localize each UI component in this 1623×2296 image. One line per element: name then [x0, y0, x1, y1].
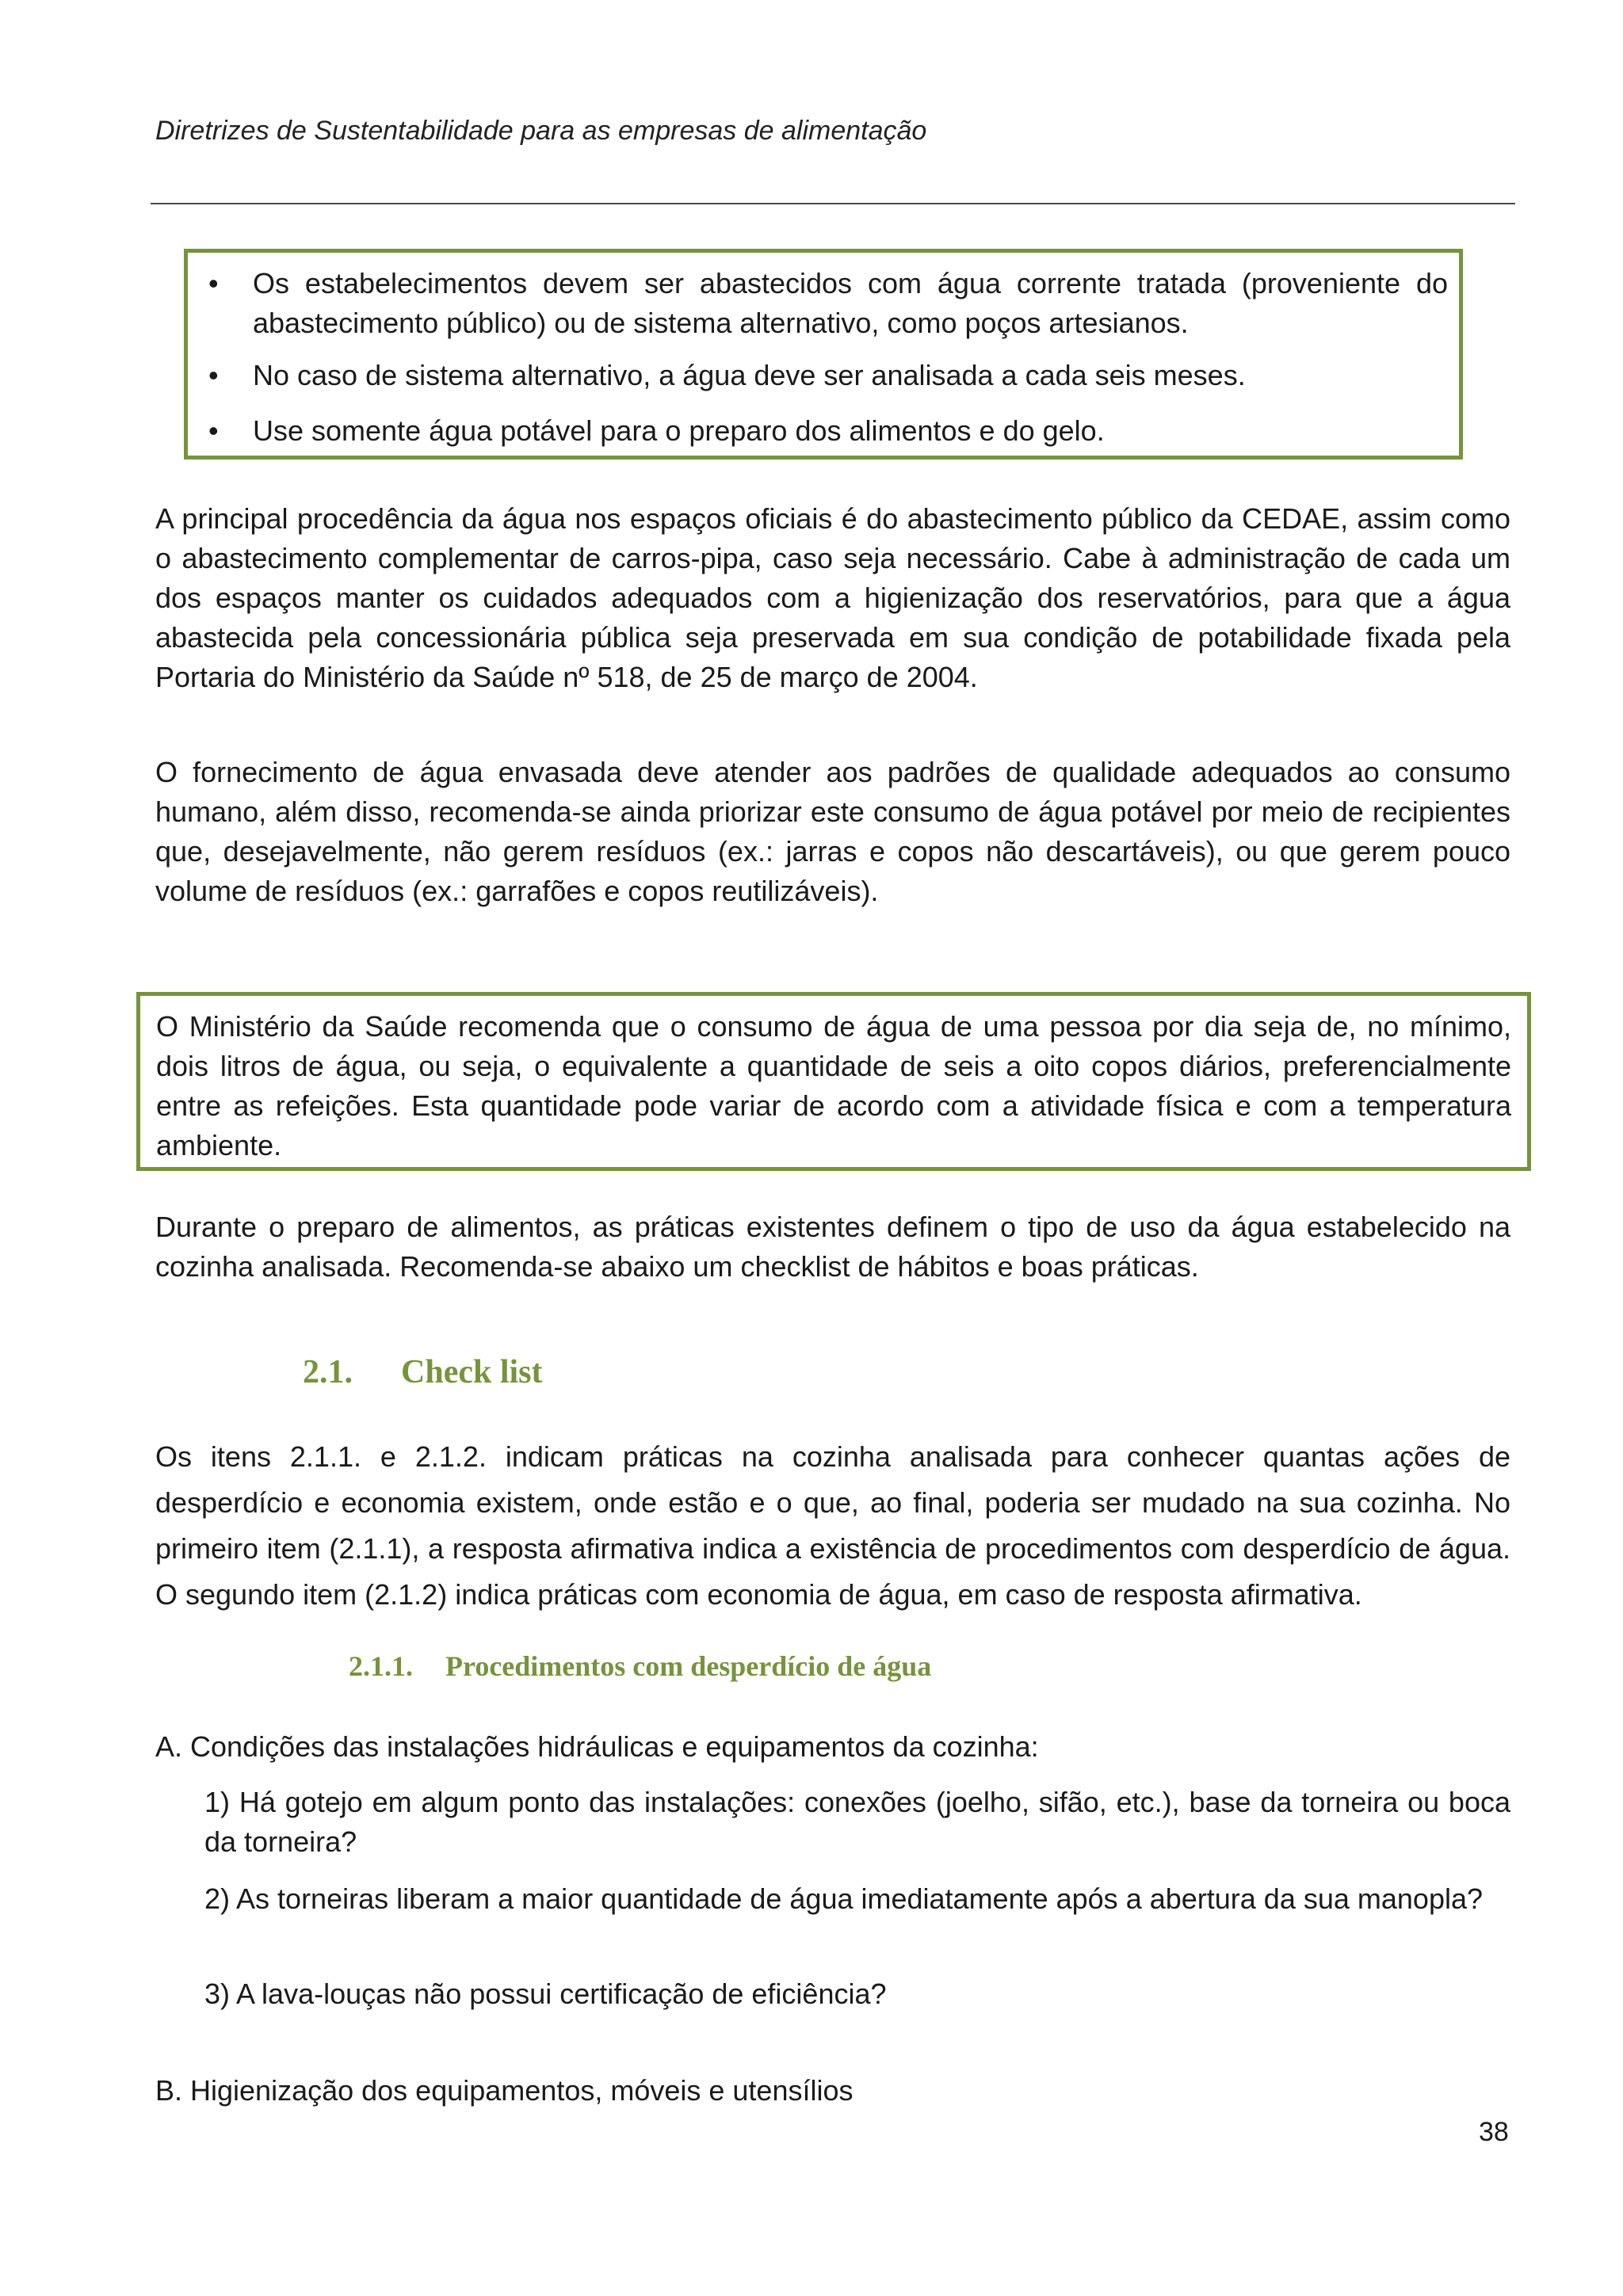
paragraph-water-source: A principal procedência da água nos espaços oficiais é do abastecimento público da CEDAE, assim como o abastecimento complementar de carros-pipa, caso seja necessário. Cabe à administração de cada um dos espaços manter os cuidados adequados com a higienização dos reservatórios, para que a água abastecida pela concessionária pública seja preservada em sua condição de potabilidade fixada pela Portaria do Ministério da Saúde nº 518, de 25 de março de 2004.	[155, 502, 1510, 693]
subsection-title: Procedimentos com desperdício de água	[445, 1650, 932, 1682]
running-header: Diretrizes de Sustentabilidade para as empresas de alimentação	[155, 116, 927, 146]
section-number: 2.1.	[303, 1354, 353, 1390]
bullet-icon: •	[208, 267, 219, 299]
section-heading	[303, 1353, 543, 1391]
header-rule	[151, 203, 1515, 204]
list-item: • Use somente água potável para o preparo dos alimentos e do gelo.	[188, 411, 1448, 451]
paragraph-food-prep: Durante o preparo de alimentos, as práticas existentes definem o tipo de uso da água estabelecido na cozinha analisada. Recomenda-se abaixo um checklist de hábitos e boas práticas.	[155, 1211, 1510, 1283]
bullet-icon: •	[208, 359, 219, 391]
page-number: 38	[1479, 2117, 1509, 2147]
health-recommendation-text: O Ministério da Saúde recomenda que o consumo de água de uma pessoa por dia seja de, no mínimo, dois litros de água, ou seja, o equivalente a quantidade de seis a oito copos diários, preferencialmente entre as refeições. Esta quantidade pode variar de acordo com a atividade física e com a temperatura ambiente.	[156, 1010, 1511, 1161]
paragraph-checklist-intro: Os itens 2.1.1. e 2.1.2. indicam práticas na cozinha analisada para conhecer quantas ações de desperdício e economia existem, onde estão e o que, ao final, poderia ser mudado na sua cozinha. No primeiro item (2.1.1), a resposta afirmativa indica a existência de procedimentos com desperdício de água. O segundo item (2.1.2) indica práticas com economia de água, em caso de resposta afirmativa.	[155, 1440, 1510, 1611]
bullet-icon: •	[208, 414, 219, 447]
health-recommendation-box	[136, 992, 1531, 1171]
list-item: • No caso de sistema alternativo, a água deve ser analisada a cada seis meses.	[188, 356, 1448, 395]
group-b-title: B. Higienização dos equipamentos, móveis e utensílios	[155, 2074, 854, 2107]
checklist-question: 1) Há gotejo em algum ponto das instalações: conexões (joelho, sifão, etc.), base da torneira ou boca da torneira?	[204, 1786, 1510, 1858]
section-title: Check list	[401, 1354, 543, 1390]
checklist-question: 3) A lava-louças não possui certificação de eficiência?	[204, 1978, 887, 2010]
requirements-box	[184, 249, 1463, 460]
subsection-heading	[349, 1650, 931, 1683]
list-item: • Os estabelecimentos devem ser abastecidos com água corrente tratada (proveniente do abastecimento público) ou de sistema alternativo, como poços artesianos.	[188, 264, 1448, 343]
subsection-number: 2.1.1.	[349, 1650, 413, 1682]
group-a-title: A. Condições das instalações hidráulicas e equipamentos da cozinha:	[155, 1730, 1039, 1763]
paragraph-bottled-water: O fornecimento de água envasada deve atender aos padrões de qualidade adequados ao consumo humano, além disso, recomenda-se ainda priorizar este consumo de água potável por meio de recipientes que, desejavelmente, não gerem resíduos (ex.: jarras e copos não descartáveis), ou que gerem pouco volume de resíduos (ex.: garrafões e copos reutilizáveis).	[155, 756, 1510, 907]
checklist-question: 2) As torneiras liberam a maior quantidade de água imediatamente após a abertura da sua manopla?	[204, 1882, 1484, 1915]
